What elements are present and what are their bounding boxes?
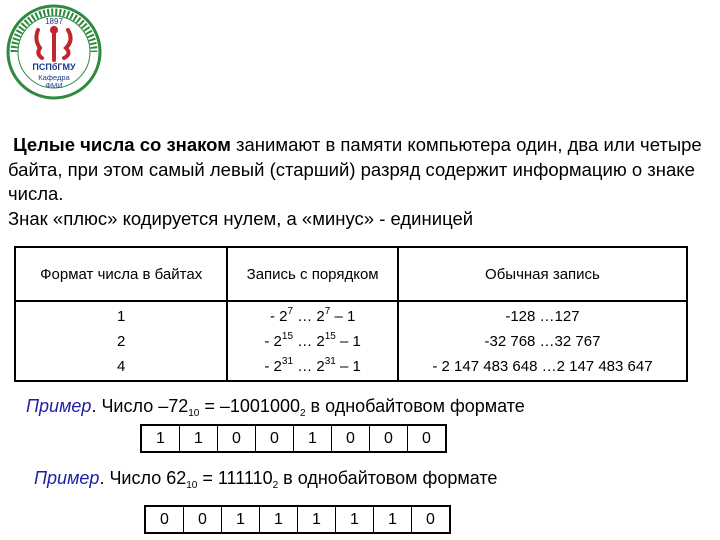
bit-cell: 0: [218, 425, 256, 452]
logo-dept-line2: ФМИ: [45, 81, 63, 90]
bit-cell: 1: [180, 425, 218, 452]
bytes-value: 2: [117, 332, 126, 350]
cell-order: [227, 301, 398, 381]
intro-paragraph-1: [8, 133, 708, 207]
example-1-text: Пример. Число $-72_{10} = -1001000_2$ в однобайтовом формате: [26, 396, 525, 419]
bit-cell: 1: [298, 506, 336, 533]
order-range: - $2^{31}$ … $2^{31} - 1$: [264, 355, 361, 375]
bit-cell: 1: [222, 506, 260, 533]
example-2-label: Пример: [34, 468, 100, 488]
bit-cell: 1: [260, 506, 298, 533]
example-2-bits: [144, 505, 451, 534]
header-plain: Обычная запись: [398, 247, 687, 301]
logo-dept-line1: Кафедра: [38, 73, 70, 82]
plain-range: -128 …127: [505, 307, 580, 325]
example-2-text: Пример. Число $62_{10} = 111110_2$ в однобайтовом формате: [34, 468, 498, 491]
intro-sentence-1: занимают в памяти компьютера один, два или четыре байта, при этом самый левый (старший) разряд содержит информацию о знаке числа.: [8, 134, 702, 204]
bit-cell: 0: [256, 425, 294, 452]
cell-plain: [398, 301, 687, 381]
table-header-row: [15, 247, 687, 301]
bit-cell: 0: [184, 506, 222, 533]
bit-cell: 1: [336, 506, 374, 533]
order-range: - $2^{15}$ … $2^{15} - 1$: [264, 330, 361, 350]
bit-cell: 1: [374, 506, 412, 533]
bit-cell: 0: [332, 425, 370, 452]
example-1-bits: [140, 424, 447, 453]
table-row: [15, 301, 687, 381]
bit-cell: 0: [412, 506, 451, 533]
intro-paragraph-2: Знак «плюс» кодируется нулем, а «минус» - единицей: [8, 207, 474, 229]
university-logo: [6, 4, 102, 100]
bytes-value: 1: [117, 307, 126, 325]
example-1-label: Пример: [26, 396, 92, 416]
header-order: Запись с порядком: [227, 247, 398, 301]
bit-cell: 0: [408, 425, 447, 452]
header-format: Формат числа в байтах: [15, 247, 227, 301]
logo-year: 1897: [45, 17, 63, 26]
bit-cell: 0: [370, 425, 408, 452]
logo-university: ПСПбГМУ: [32, 62, 76, 72]
plain-range: - 2 147 483 648 …2 147 483 647: [432, 357, 653, 375]
bit-cell: 0: [145, 506, 184, 533]
intro-text: [8, 133, 708, 231]
plain-range: -32 768 …32 767: [484, 332, 601, 350]
bit-cell: 1: [294, 425, 332, 452]
bit-cell: 1: [141, 425, 180, 452]
order-range: - $2^7$ … $2^7 - 1$: [269, 305, 356, 325]
cell-bytes: [15, 301, 227, 381]
format-table: [14, 246, 688, 382]
intro-bold-phrase: Целые числа со знаком: [13, 134, 231, 155]
bytes-value: 4: [117, 357, 126, 375]
